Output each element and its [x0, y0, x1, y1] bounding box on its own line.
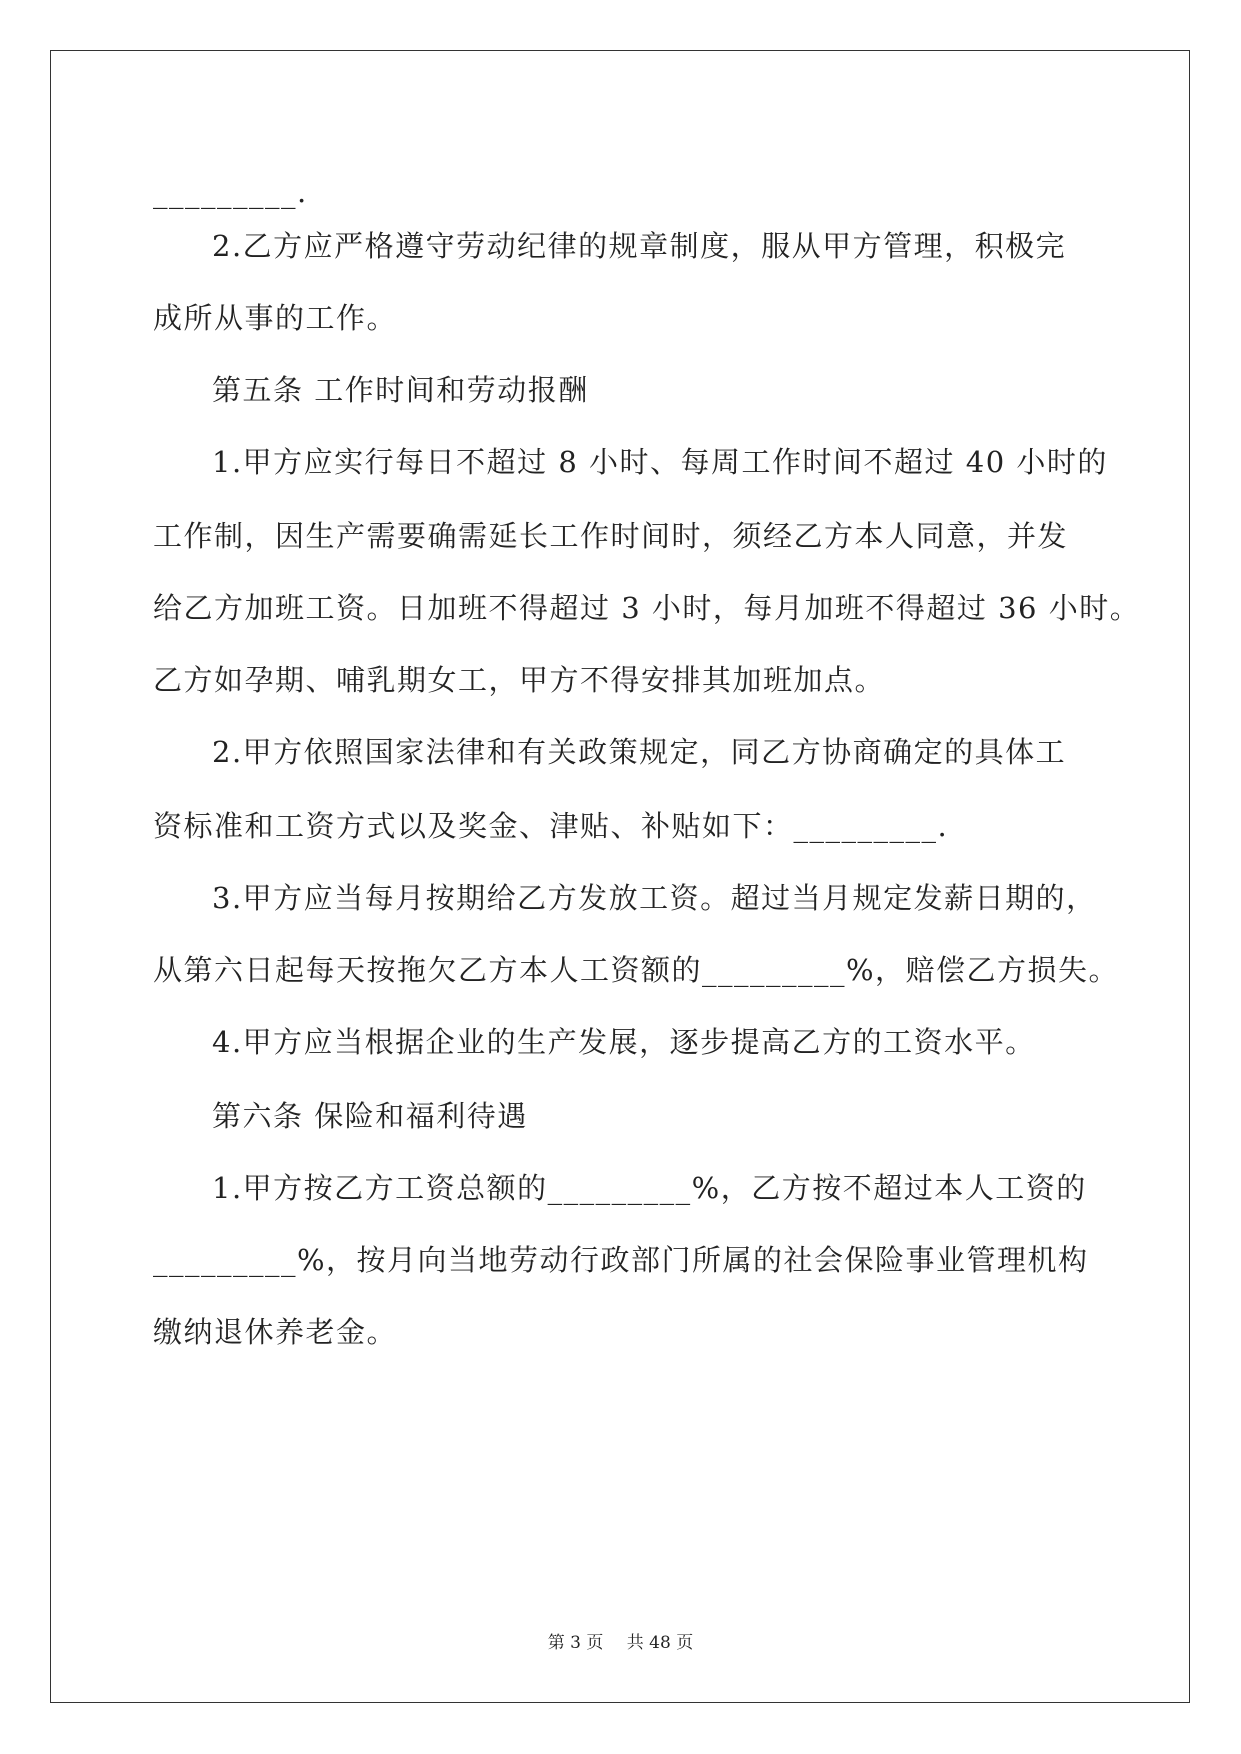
text-line: 4.甲方应当根据企业的生产发展，逐步提高乙方的工资水平。 [212, 1025, 1036, 1059]
section-heading: 第六条 保险和福利待遇 [212, 1099, 528, 1133]
text-line: 2.甲方依照国家法律和有关政策规定，同乙方协商确定的具体工 [212, 735, 1067, 769]
section-heading: 第五条 工作时间和劳动报酬 [212, 373, 589, 407]
text-line: 缴纳退休养老金。 [153, 1315, 398, 1349]
page-footer [0, 1632, 1241, 1654]
page-total: 共 48 页 [626, 1633, 694, 1653]
text-line: 2.乙方应严格遵守劳动纪律的规章制度，服从甲方管理，积极完 [212, 229, 1067, 263]
text-line: 成所从事的工作。 [153, 301, 398, 335]
text-line: _________%，按月向当地劳动行政部门所属的社会保险事业管理机构 [153, 1243, 1089, 1277]
text-line: 从第六日起每天按拖欠乙方本人工资额的_________%，赔偿乙方损失。 [153, 953, 1120, 987]
text-line: 1.甲方按乙方工资总额的_________%，乙方按不超过本人工资的 [212, 1171, 1087, 1205]
text-line: 给乙方加班工资。日加班不得超过 3 小时，每月加班不得超过 36 小时。 [153, 591, 1141, 625]
text-line: 1.甲方应实行每日不超过 8 小时、每周工作时间不超过 40 小时的 [212, 445, 1108, 479]
text-line: 工作制，因生产需要确需延长工作时间时，须经乙方本人同意，并发 [153, 519, 1069, 553]
text-line: 乙方如孕期、哺乳期女工，甲方不得安排其加班加点。 [153, 663, 886, 697]
text-line: 资标准和工资方式以及奖金、津贴、补贴如下：_________. [153, 809, 949, 843]
page-number: 第 3 页 [547, 1633, 604, 1653]
text-line: _________. [153, 175, 308, 209]
text-line: 3.甲方应当每月按期给乙方发放工资。超过当月规定发薪日期的， [212, 881, 1097, 915]
